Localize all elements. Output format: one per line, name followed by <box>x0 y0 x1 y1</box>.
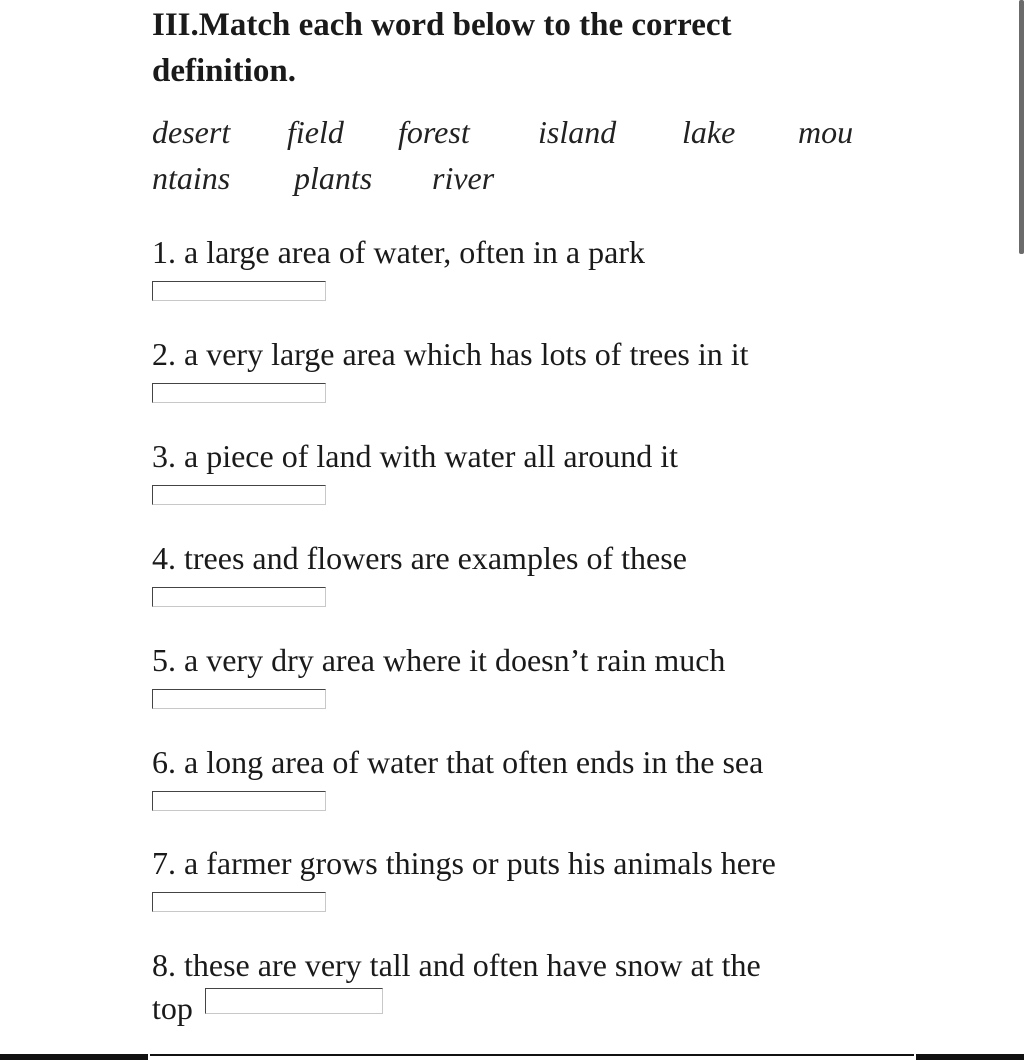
question-7-text: 7. a farmer grows things or puts his animals here <box>152 845 776 881</box>
answer-box-6[interactable] <box>152 791 326 811</box>
scrollbar[interactable] <box>1019 0 1024 254</box>
question-5-text: 5. a very dry area where it doesn’t rain much <box>152 642 726 678</box>
word-bank-item: ntains <box>152 160 231 196</box>
word-bank-item: mou <box>798 114 854 150</box>
word-bank-item: island <box>538 114 617 150</box>
answer-box-3[interactable] <box>152 485 326 505</box>
answer-box-5[interactable] <box>152 689 326 709</box>
word-bank-item: plants <box>294 160 373 196</box>
word-bank-item: desert <box>152 114 231 150</box>
word-bank-line-2 <box>152 160 872 204</box>
answer-box-8[interactable] <box>205 988 383 1014</box>
word-bank-item: lake <box>682 114 736 150</box>
bottom-divider <box>150 1054 914 1056</box>
question-1-text: 1. a large area of water, often in a park <box>152 234 645 270</box>
answer-box-4[interactable] <box>152 587 326 607</box>
question-8-text-continued: top <box>152 990 193 1026</box>
bottom-border <box>916 1054 1024 1060</box>
answer-box-7[interactable] <box>152 892 326 912</box>
question-6-text: 6. a long area of water that often ends in the sea <box>152 744 764 780</box>
word-bank-line-1 <box>152 114 872 158</box>
question-4-text: 4. trees and flowers are examples of these <box>152 540 687 576</box>
word-bank-item: river <box>432 160 495 196</box>
answer-box-2[interactable] <box>152 383 326 403</box>
word-bank-item: field <box>287 114 344 150</box>
answer-box-1[interactable] <box>152 281 326 301</box>
question-8-text: 8. these are very tall and often have snow at the <box>152 947 761 983</box>
exercise-title: III.Match each word below to the correct definition. <box>152 7 732 89</box>
question-2-text: 2. a very large area which has lots of trees in it <box>152 336 749 372</box>
question-3-text: 3. a piece of land with water all around it <box>152 438 679 474</box>
bottom-border <box>0 1054 148 1060</box>
word-bank-item: forest <box>398 114 470 150</box>
